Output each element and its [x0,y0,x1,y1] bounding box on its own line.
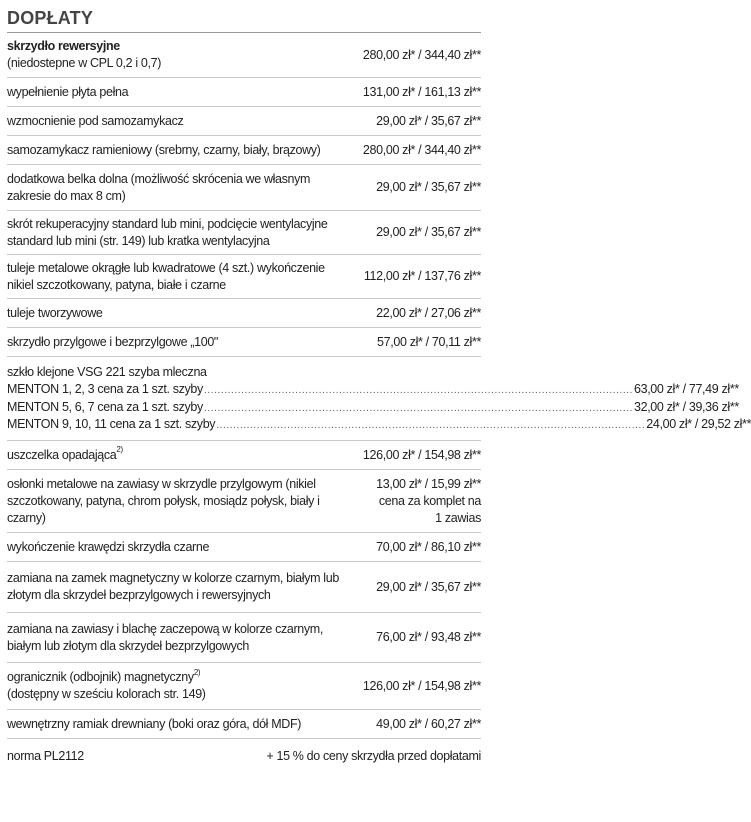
row-price: 29,00 zł* / 35,67 zł** [376,579,481,594]
row-label-line: dodatkowa belka dolna (możliwość skrócenia we własnym [7,171,311,186]
row-price: 280,00 zł* / 344,40 zł** [362,142,481,157]
row-label-line: tuleje metalowe okrągłe lub kwadratowe (4 szt.) wykończenie [7,260,325,275]
table-row [7,469,481,532]
row-label-line: zamiana na zamek magnetyczny w kolorze czarnym, białym lub [7,571,339,585]
table-row [7,298,481,327]
page-title: DOPŁATY [7,8,94,28]
row-price: 29,00 zł* / 35,67 zł** [376,180,481,194]
row-label-line: (dostępny w sześciu kolorach str. 149) [7,687,206,701]
row-price: 29,00 zł* / 35,67 zł** [376,113,481,128]
glass-option-label: MENTON 9, 10, 11 cena za 1 szt. szyby [7,417,216,431]
table-row [7,612,481,662]
footnote-marker: 2) [116,445,123,455]
row-label-line: zamiana na zawiasy i blachę zaczepową w kolorze czarnym, [7,621,323,636]
row-price: 126,00 zł* / 154,98 zł** [362,678,481,693]
table-row [7,662,481,709]
table-row [7,356,751,440]
dot-leader: ............................................................................................................................... [203,402,633,414]
row-label-line: szczotkowany, patyna, chrom połysk, mosiądz połysk, biały i [7,493,320,508]
table-row [7,327,481,356]
row-price: 280,00 zł* / 344,40 zł** [362,47,481,62]
glass-option-label: MENTON 5, 6, 7 cena za 1 szt. szyby [7,399,203,414]
row-label: wewnętrzny ramiak drewniany (boki oraz góra, dół MDF) [7,716,302,731]
table-row [7,164,481,210]
row-sublabel: (niedostepne w CPL 0,2 i 0,7) [7,56,162,70]
table-row [7,254,481,298]
glass-option-line [7,399,739,417]
row-label: skrzydło rewersyjne [7,39,120,53]
row-price: 76,00 zł* / 93,48 zł** [376,630,481,644]
glass-option-line [7,416,751,434]
dot-leader: ............................................................................................................................... [216,420,646,431]
row-label-line: czarny) [7,510,46,525]
dot-leader: ............................................................................................................................... [203,385,633,396]
row-price-note: 1 zawias [435,510,481,525]
table-row [7,106,481,135]
row-label-line: standard lub mini (str. 149) lub kratka wentylacyjna [7,233,270,248]
row-label: skrzydło przylgowe i bezprzylgowe „100" [7,334,219,349]
table-row [7,440,481,469]
row-price-note: cena za komplet na [378,493,481,508]
glass-option-price: 63,00 zł* / 77,49 zł** [633,382,739,396]
row-label-line: złotym dla skrzydeł bezprzylgowych i rewersyjnych [7,588,271,602]
row-price: 112,00 zł* / 137,76 zł** [363,269,481,283]
row-label-line: skrót rekuperacyjny standard lub mini, podcięcie wentylacyjne [7,216,328,231]
table-row [7,77,481,106]
table-row [7,210,481,254]
row-price: 29,00 zł* / 35,67 zł** [376,225,481,239]
row-label-line: ogranicznik (odbojnik) magnetyczny [7,670,194,684]
row-price: 126,00 zł* / 154,98 zł** [362,447,481,462]
row-label-line: osłonki metalowe na zawiasy w skrzydle przylgowym (nikiel [7,476,316,491]
footnote-marker: 2) [193,667,201,677]
row-label: wypełnienie płyta pełna [7,84,129,99]
table-row [7,135,481,164]
glass-option-line [7,381,739,399]
glass-option-label: MENTON 1, 2, 3 cena za 1 szt. szyby [7,382,203,396]
glass-option-price: 32,00 zł* / 39,36 zł** [633,399,739,414]
table-row [7,32,481,77]
row-label: wzmocnienie pod samozamykacz [7,113,184,128]
table-row [7,532,481,561]
row-price: 131,00 zł* / 161,13 zł** [362,84,481,99]
table-row [7,561,481,612]
glass-option-price: 24,00 zł* / 29,52 zł** [646,417,751,431]
row-label: wykończenie krawędzi skrzydła czarne [7,539,210,554]
row-price: 70,00 zł* / 86,10 zł** [376,539,481,554]
row-label-line: zakresie do max 8 cm) [7,188,126,203]
table-row [7,709,481,739]
standard-label: norma PL2112 [7,749,84,763]
row-price: 49,00 zł* / 60,27 zł** [376,716,481,731]
footnote-row [7,739,481,765]
row-label: szkło klejone VSG 221 szyba mleczna [7,364,207,379]
row-price: 13,00 zł* / 15,99 zł** [376,476,481,491]
row-price: 22,00 zł* / 27,06 zł** [376,305,481,320]
surcharge-note: + 15 % do ceny skrzydła przed dopłatami [266,749,481,763]
row-label: uszczelka opadająca [7,447,117,462]
row-label: samozamykacz ramieniowy (srebrny, czarny, biały, brązowy) [7,142,321,157]
row-price: 57,00 zł* / 70,11 zł** [377,334,481,349]
row-label-line: białym lub złotym dla skrzydeł bezprzylgowych [7,638,249,653]
row-label-line: nikiel szczotkowany, patyna, białe i czarne [7,277,226,292]
row-label: tuleje tworzywowe [7,305,103,320]
